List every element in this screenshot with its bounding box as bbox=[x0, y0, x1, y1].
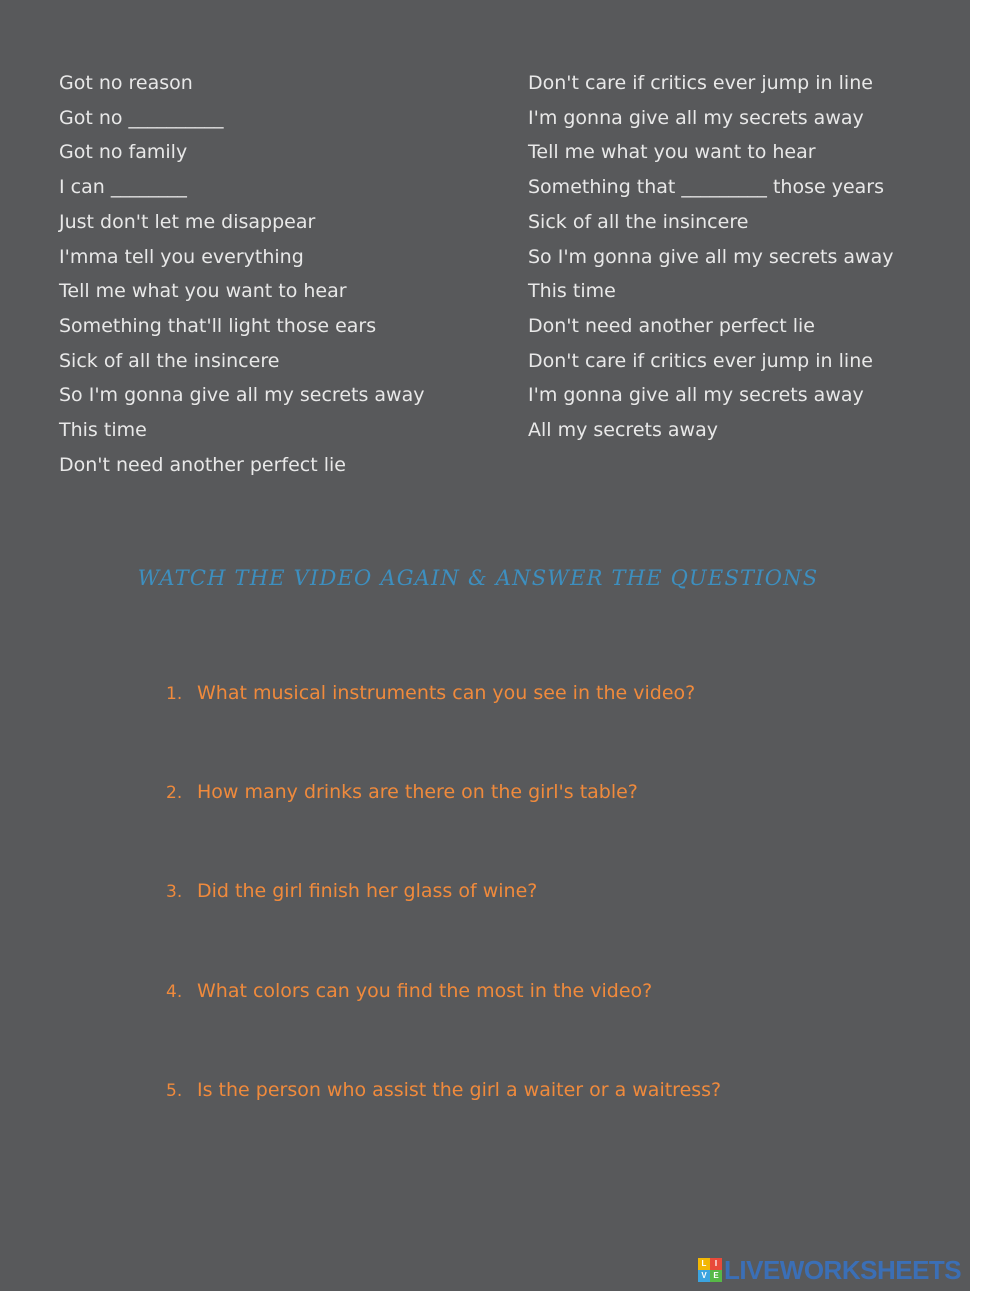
lyric-line: All my secrets away bbox=[528, 419, 718, 442]
question-number: 1. bbox=[166, 684, 183, 704]
lyric-line: Don't care if critics ever jump in line bbox=[528, 72, 873, 94]
lyrics-right-column bbox=[528, 66, 893, 448]
question-number: 5. bbox=[166, 1081, 183, 1101]
logo-letter: I bbox=[710, 1258, 722, 1270]
question-4 bbox=[166, 980, 652, 1002]
lyric-line: This time bbox=[59, 419, 147, 442]
lyric-line: Sick of all the insincere bbox=[528, 210, 749, 233]
question-1 bbox=[166, 682, 695, 704]
lyric-line: So I'm gonna give all my secrets away bbox=[528, 245, 894, 268]
logo-letter: L bbox=[698, 1258, 710, 1270]
logo-text: LIVEWORKSHEETS bbox=[724, 1254, 962, 1285]
live-logo-icon bbox=[698, 1258, 722, 1282]
question-text: What musical instruments can you see in the video? bbox=[197, 682, 696, 704]
lyric-line: Just don't let me disappear bbox=[59, 210, 316, 233]
lyric-line: Don't need another perfect lie bbox=[528, 314, 815, 337]
lyrics-left-column bbox=[59, 66, 424, 482]
question-number: 2. bbox=[166, 783, 183, 803]
lyric-line: I'm gonna give all my secrets away bbox=[528, 384, 864, 407]
question-text: Is the person who assist the girl a waiter or a waitress? bbox=[197, 1079, 722, 1101]
lyric-line: Tell me what you want to hear bbox=[59, 280, 347, 303]
lyric-line: Got no family bbox=[59, 141, 188, 164]
logo-letter: V bbox=[698, 1270, 710, 1282]
lyric-line: Got no reason bbox=[59, 72, 193, 94]
section-heading: WATCH THE VIDEO AGAIN & ANSWER THE QUESTIONS bbox=[137, 566, 819, 590]
lyric-line: Don't need another perfect lie bbox=[59, 453, 346, 476]
lyric-line-blank[interactable]: Something that _________ those years bbox=[528, 176, 884, 199]
question-2 bbox=[166, 781, 638, 803]
lyric-line: This time bbox=[528, 280, 616, 303]
lyric-line: I'm gonna give all my secrets away bbox=[528, 106, 864, 129]
lyric-line: Sick of all the insincere bbox=[59, 349, 280, 372]
lyric-line-blank[interactable]: Got no __________ bbox=[59, 106, 224, 129]
question-3 bbox=[166, 880, 537, 902]
lyric-line: Tell me what you want to hear bbox=[528, 141, 816, 164]
lyric-line: Don't care if critics ever jump in line bbox=[528, 349, 873, 372]
lyric-line-blank[interactable]: I can ________ bbox=[59, 176, 187, 199]
question-number: 3. bbox=[166, 882, 183, 902]
question-5 bbox=[166, 1079, 721, 1101]
liveworksheets-logo bbox=[698, 1256, 961, 1284]
question-text: How many drinks are there on the girl's table? bbox=[197, 781, 638, 803]
question-text: What colors can you find the most in the video? bbox=[197, 980, 653, 1002]
lyric-line: Something that'll light those ears bbox=[59, 314, 377, 337]
question-number: 4. bbox=[166, 982, 183, 1002]
lyric-line: So I'm gonna give all my secrets away bbox=[59, 384, 425, 407]
logo-letter: E bbox=[710, 1270, 722, 1282]
question-text: Did the girl finish her glass of wine? bbox=[197, 880, 538, 902]
lyric-line: I'mma tell you everything bbox=[59, 245, 304, 268]
